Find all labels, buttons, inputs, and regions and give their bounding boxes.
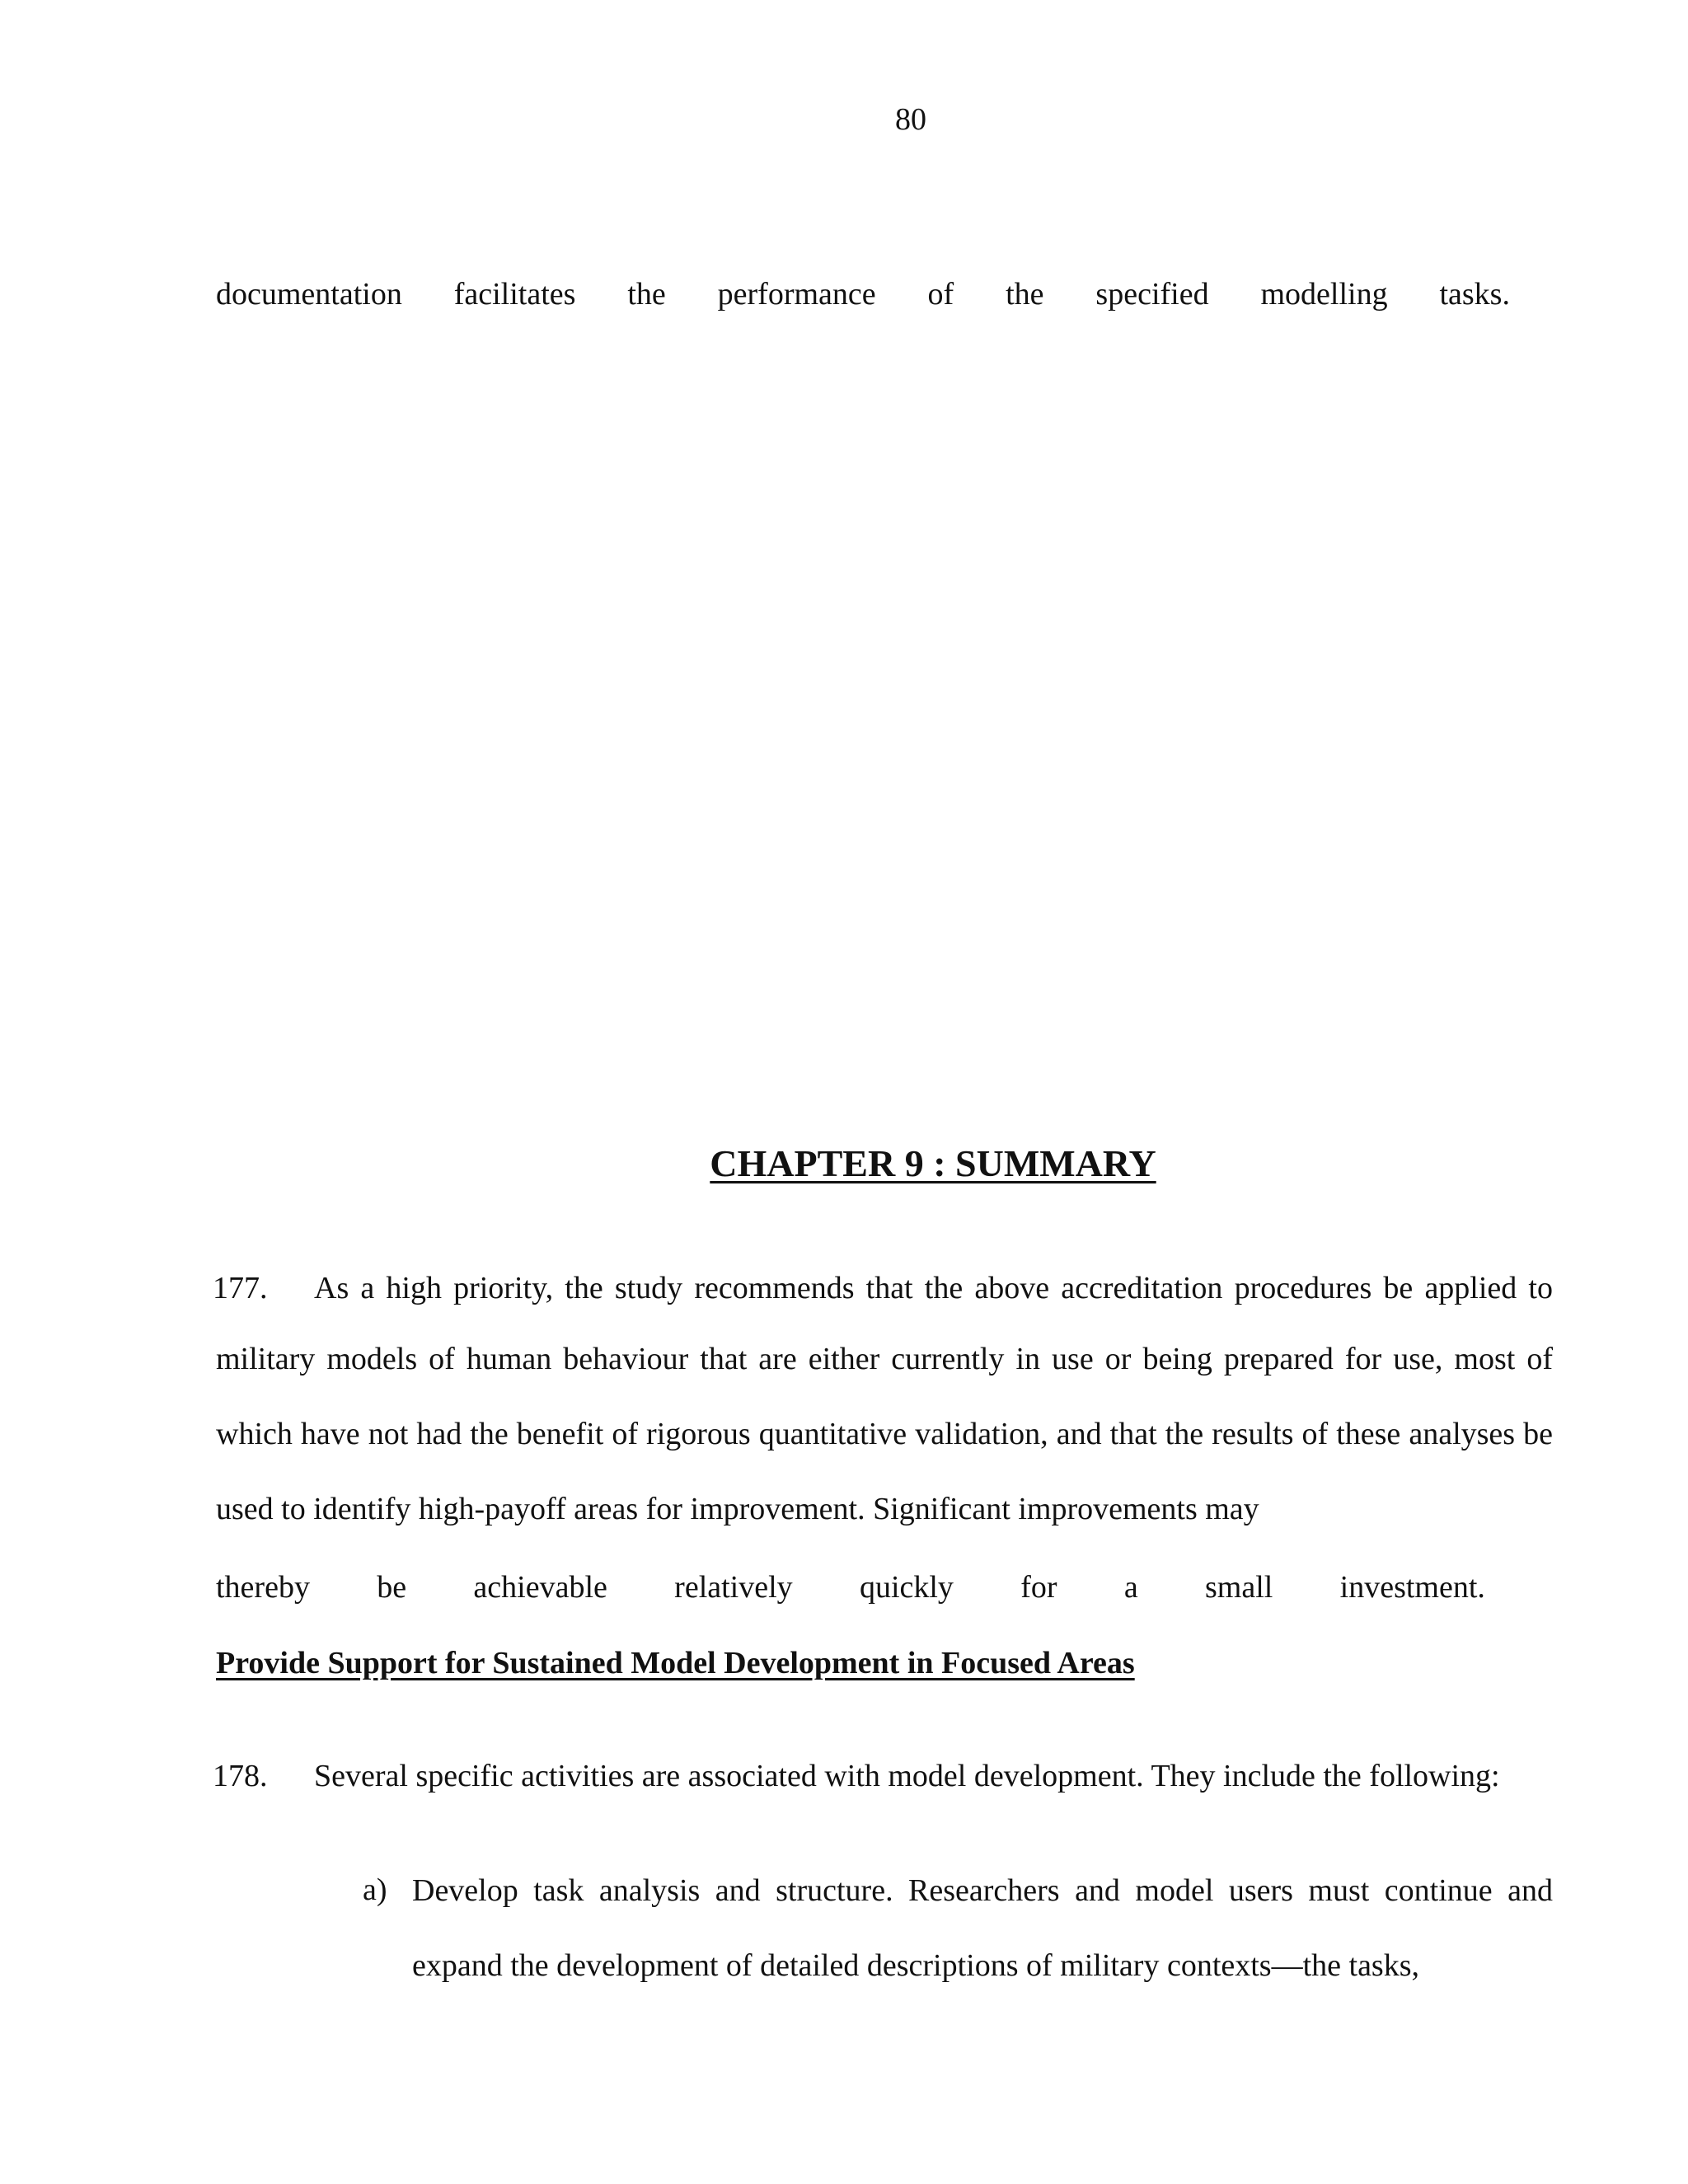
carryover-line [216, 269, 1510, 319]
word: the [1006, 277, 1044, 312]
word: of [927, 277, 954, 312]
word: facilitates [453, 277, 576, 312]
paragraph-text: As a high priority, the study recommends that the above accreditation procedures be applied to [314, 1271, 1553, 1305]
paragraph-text-content: Several specific activities are associated with model development. They include the following: [314, 1759, 1500, 1793]
word: documentation [216, 277, 402, 312]
page-number: 80 [895, 102, 926, 137]
paragraph-number: 178. [213, 1759, 268, 1793]
word: the [627, 277, 666, 312]
paragraph-last-line [216, 1563, 1485, 1612]
list-item-marker: a) [363, 1872, 387, 1907]
word: specified [1095, 277, 1209, 312]
word: achievable [473, 1570, 607, 1605]
word: tasks. [1439, 277, 1510, 312]
word: investment. [1339, 1570, 1485, 1605]
list-item-text: Develop task analysis and structure. Researchers and model users must continue and expand the development of detailed descriptions of military contexts—the tasks, [412, 1873, 1553, 1983]
chapter-title [0, 1139, 1688, 1188]
section-heading [216, 1638, 1135, 1688]
paragraph-body: military models of human behaviour that are either currently in use or being prepared for use, most of which have not had the benefit of rigorous quantitative validation, and that the results of these analyses be used to identify high-payoff areas for improvement. Significant improvements may [216, 1342, 1553, 1526]
word: quickly [859, 1570, 954, 1605]
word: small [1205, 1570, 1273, 1605]
word: modelling [1260, 277, 1388, 312]
chapter-title-text: CHAPTER 9 : SUMMARY [710, 1142, 1156, 1184]
word: a [1123, 1570, 1138, 1605]
paragraph-text [314, 1751, 1553, 1801]
paragraph-first-line [314, 1263, 1553, 1313]
paragraph-number: 177. [213, 1271, 268, 1305]
word: be [377, 1570, 407, 1605]
section-heading-text: Provide Support for Sustained Model Development in Focused Areas [216, 1646, 1135, 1680]
word: relatively [674, 1570, 793, 1605]
word: thereby [216, 1570, 310, 1605]
word: performance [717, 277, 876, 312]
word: for [1020, 1570, 1057, 1605]
